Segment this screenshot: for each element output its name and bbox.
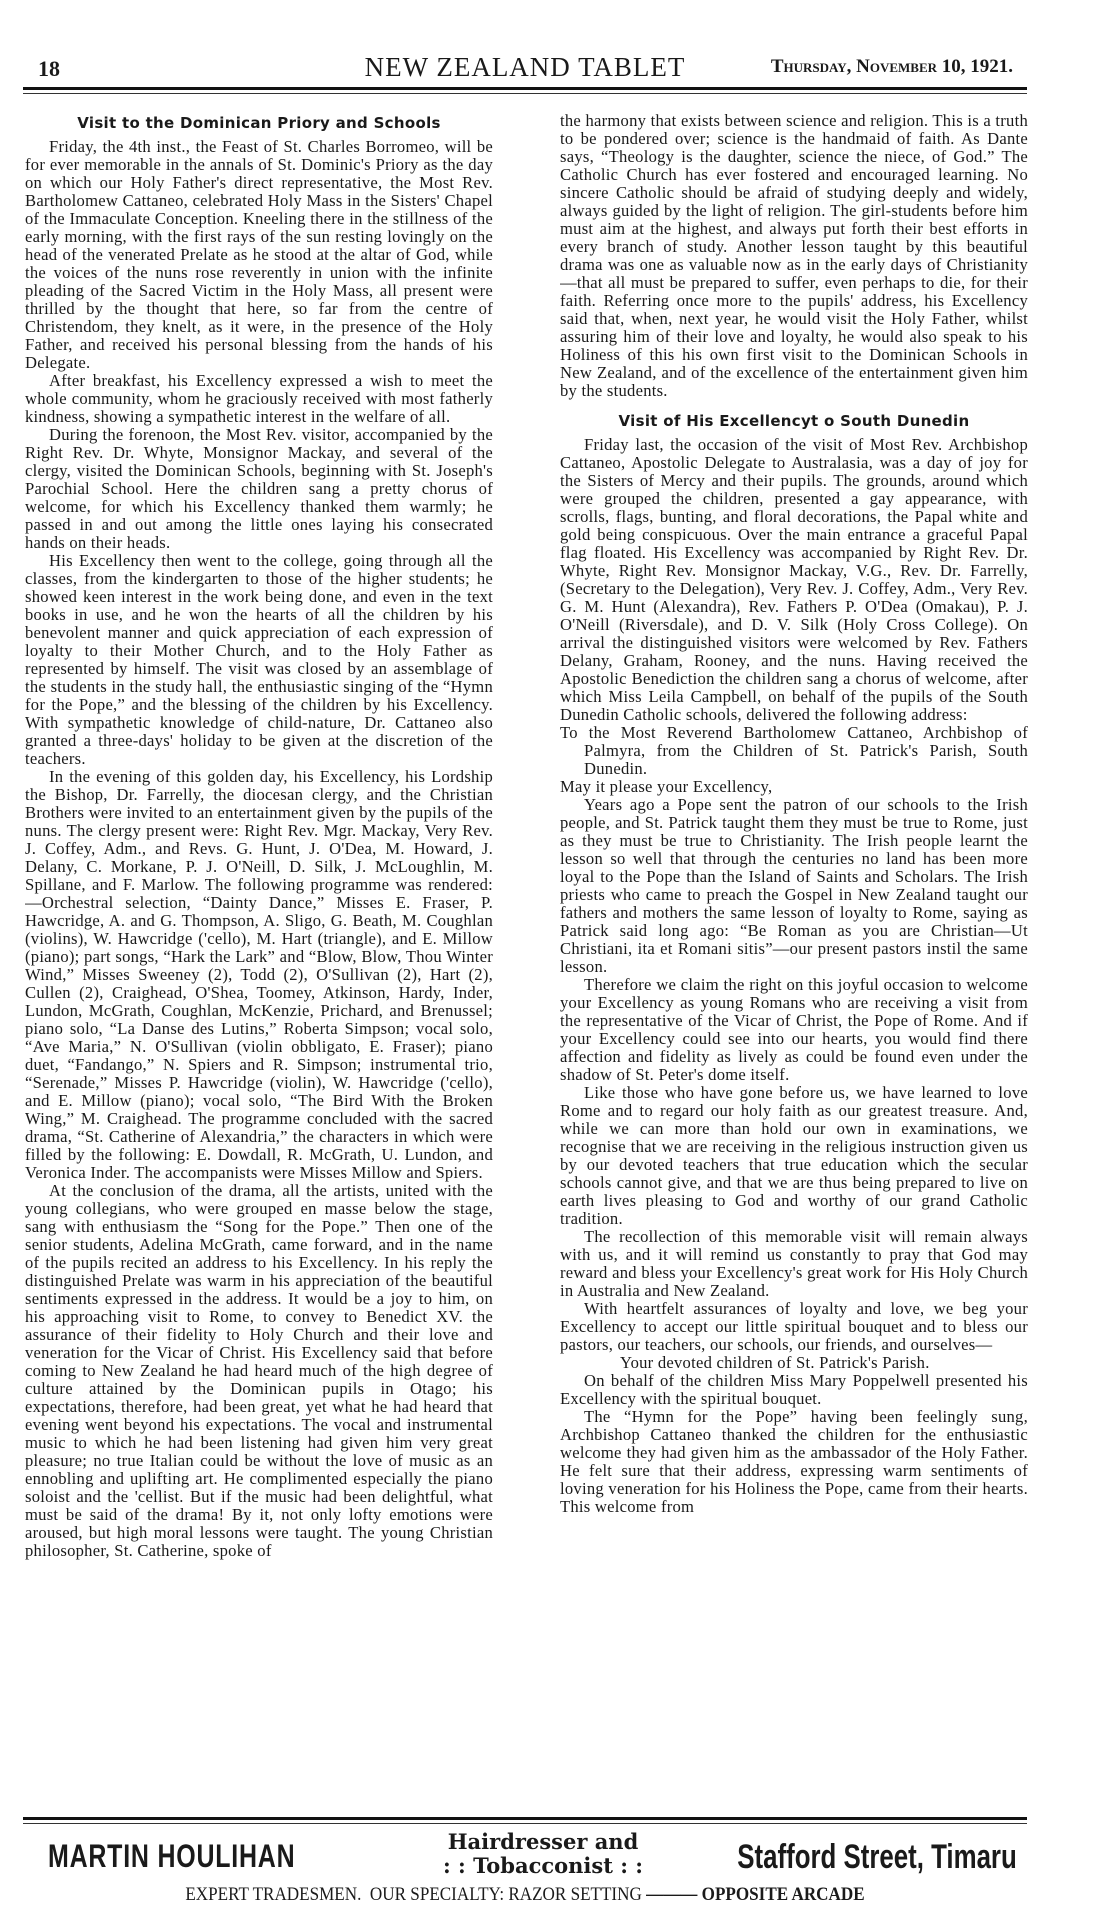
paragraph: Friday last, the occasion of the visit of Most Rev. Archbishop Cattaneo, Apostolic Delegate to Australasia, was a day of joy for the Sisters of Mercy and their pupils. The grounds, around which were grouped the children, presented a gay appearance, with scrolls, flags, bunting, and floral decorations, the Papal white and gold being conspicuous. Over the main entrance a graceful Papal flag floated. His Excellency was accompanied by Right Rev. Dr. Whyte, Right Rev. Monsignor Mackay, V.G., Rev. Dr. Farrelly, (Secretary to the Delegation), Very Rev. J. Coffey, Adm., Very Rev. G. M. Hunt (Alexandra), Rev. Fathers P. O'Dea (Omakau), P. J. O'Neill (Riversdale), and D. V. Silk (Holy Cross College). On arrival the distinguished visitors were welcomed by Rev. Fathers Delany, Graham, Rooney, and the nuns. Having received the Apostolic Benediction the children sang a chorus of welcome, after which Miss Leila Campbell, on behalf of the pupils of the South Dunedin Catholic schools, delivered the following address: bbox=[560, 435, 1028, 724]
paragraph: His Excellency then went to the college, going through all the classes, from the kindergarten to those of the higher students; he showed keen interest in the work being done, and even in the text books in use, and he won the hearts of all the children by his benevolent manner and quick appreciation of each expression of loyalty to their Mother Church, and to the Holy Father as represented by himself. The visit was closed by an assemblage of the students in the study hall, the enthusiastic singing of the “Hymn for the Pope,” and the blessing of the children by his Excellency. With sympathetic knowledge of child-nature, Dr. Cattaneo also granted a three-days' holiday to be given at the discretion of the teachers. bbox=[25, 551, 493, 768]
paragraph: On behalf of the children Miss Mary Poppelwell presented his Excellency with the spiritual bouquet. bbox=[560, 1371, 1028, 1408]
paragraph: Therefore we claim the right on this joyful occasion to welcome your Excellency as young Romans who are receiving a visit from the representative of the Vicar of Christ, the Pope of Rome. And if your Excellency could see into our hearts, you would find there affection and fidelity as lively as could be found even under the shadow of St. Peter's dome itself. bbox=[560, 975, 1028, 1084]
advertiser-trade bbox=[383, 1830, 703, 1878]
advertiser-address: Stafford Street, Timaru bbox=[737, 1838, 1017, 1876]
ad-tagline bbox=[73, 1884, 977, 1906]
header-rule-thin bbox=[23, 93, 1027, 94]
column-right bbox=[560, 112, 1028, 1808]
paragraph: In the evening of this golden day, his Excellency, his Lordship the Bishop, Dr. Farrelly, the diocesan clergy, and the Christian Brothers were invited to an entertainment given by the pupils of the nuns. The clergy present were: Right Rev. Mgr. Mackay, Very Rev. J. Coffey, Adm., and Revs. G. Hunt, J. O'Dea, M. Howard, J. Delany, C. Morkane, P. J. O'Neill, D. Silk, J. McLoughlin, M. Spillane, and F. Marlow. The following programme was rendered:—Orchestral selection, “Dainty Dance,” Misses E. Fraser, P. Hawcridge, A. and G. Thompson, A. Sligo, G. Beath, M. Coughlan (violins), W. Hawcridge ('cello), M. Hart (triangle), and E. Millow (piano); part songs, “Hark the Lark” and “Blow, Blow, Thou Winter Wind,” Misses Sweeney (2), Todd (2), O'Sullivan (2), Hart (2), Cullen (2), Craighead, O'Shea, Toomey, Atkinson, Hardy, Inder, Lundon, McGrath, Coughlan, McKenzie, Prichard, and Brenussel; piano solo, “La Danse des Lutins,” Roberta Simpson; vocal solo, “Ave Maria,” N. O'Sullivan (violin obbligato, E. Fraser); piano duet, “Fandango,” N. Spiers and R. Simpson; instrumental trio, “Serenade,” Misses P. Hawcridge (violin), W. Hawcridge ('cello), and E. Millow (piano); vocal solo, “The Bird With the Broken Wing,” M. Craighead. The programme concluded with the sacred drama, “St. Catherine of Alexandria,” the characters in which were filled by the following: E. Dowdall, R. McGrath, U. Lundon, and Veronica Inder. The accompanists were Misses Millow and Spiers. bbox=[25, 767, 493, 1182]
signature: Your devoted children of St. Patrick's Parish. bbox=[620, 1353, 930, 1372]
page-header bbox=[23, 50, 1027, 80]
advertisement bbox=[23, 1826, 1027, 1916]
paragraph: With heartfelt assurances of loyalty and love, we beg your Excellency to accept our little spiritual bouquet and to bless our pastors, our teachers, our schools, our friends, and ourselves— bbox=[560, 1299, 1028, 1354]
paragraph: The “Hymn for the Pope” having been feelingly sung, Archbishop Cattaneo thanked the children for the enthusiastic welcome they had given him as the ambassador of the Holy Father. He felt sure that their address, expressing warm sentiments of loving veneration for his Holiness the Pope, came from their hearts. This welcome from bbox=[560, 1407, 1028, 1516]
tagline-right: OPPOSITE ARCADE bbox=[701, 1884, 865, 1905]
address-recipient: To the Most Reverend Bartholomew Cattaneo, Archbishop of Palmyra, from the Children of St. Patrick's Parish, South Dunedin. bbox=[560, 723, 1028, 778]
paragraph: After breakfast, his Excellency expressed a wish to meet the whole community, whom he graciously received with most fatherly kindness, showing a sympathetic interest in the welfare of all. bbox=[25, 371, 493, 426]
footer-rule bbox=[23, 1817, 1027, 1820]
article-heading: Visit of His Excellencyt o South Dunedin bbox=[618, 412, 970, 430]
paragraph: The recollection of this memorable visit will remain always with us, and it will remind us constantly to pray that God may reward and bless your Excellency's great work for His Holy Church in Australia and New Zealand. bbox=[560, 1227, 1028, 1300]
footer-rule-thin bbox=[23, 1823, 1027, 1824]
page-number: 18 bbox=[38, 56, 60, 81]
column-left bbox=[25, 112, 493, 1808]
paragraph-continued: the harmony that exists between science and religion. This is a truth to be pondered over; science is the handmaid of faith. As Dante says, “Theology is the daughter, science the niece, of God.” The Catholic Church has ever fostered and encouraged learning. No sincere Catholic should be afraid of studying deeply and widely, always guided by the light of religion. The girl-students before him must aim at the highest, and always put forth their best efforts in every branch of study. Another lesson taught by this beautiful drama was one as valuable now as in the early days of Christianity—that all must be prepared to suffer, even perhaps to die, for their faith. Referring once more to the pupils' address, his Excellency said that, when, next year, he would visit the Holy Father, whilst assuring him of their love and loyalty, he would also speak to his Holiness of this his own first visit to the Dominican Schools in New Zealand, and of the excellence of the entertainment given him by the students. bbox=[560, 112, 1028, 400]
trade-line-2: : : Tobacconist : : bbox=[442, 1853, 644, 1878]
tagline-mid: OUR SPECIALTY: RAZOR SETTING bbox=[369, 1884, 642, 1905]
header-rule bbox=[23, 87, 1027, 90]
paragraph: Years ago a Pope sent the patron of our schools to the Irish people, and St. Patrick taught them they must be true to Rome, just as they must be true to Christianity. The Irish people learnt the lesson so well that through the centuries no land has been more loyal to the Pope than the Island of Saints and Scholars. The Irish priests who came to preach the Gospel in New Zealand taught our fathers and mothers the same lesson of loyalty to Rome, saying as Patrick said long ago: “Be Roman as you are Christian—Ut Christiani, ita et Romani sitis”—our present pastors instil the same lesson. bbox=[560, 795, 1028, 976]
tagline-left: EXPERT TRADESMEN. bbox=[185, 1884, 362, 1905]
tagline-dash: ——— bbox=[646, 1884, 698, 1905]
newspaper-title: NEW ZEALAND TABLET bbox=[364, 52, 686, 82]
issue-date: Thursday, November 10, 1921. bbox=[770, 56, 1013, 77]
salutation: May it please your Excellency, bbox=[560, 777, 773, 796]
advertiser-name: MARTIN HOULIHAN bbox=[48, 1838, 296, 1874]
trade-line-1: Hairdresser and bbox=[447, 1829, 639, 1854]
paragraph: Like those who have gone before us, we have learned to love Rome and to regard our holy faith as our greatest treasure. And, while we can more than hold our own in examinations, we recognise that we are receiving in the religious instruction given us by our devoted teachers that true education which the secular schools cannot give, and that we are thus being prepared to live on earth lives pleasing to God and worthy of our grand Catholic tradition. bbox=[560, 1083, 1028, 1228]
paragraph: Friday, the 4th inst., the Feast of St. Charles Borromeo, will be for ever memorable in the annals of St. Dominic's Priory as the day on which our Holy Father's direct representative, the Most Rev. Bartholomew Cattaneo, celebrated Holy Mass in the Sisters' Chapel of the Immaculate Conception. Kneeling there in the stillness of the early morning, with the first rays of the sun resting lovingly on the head of the venerated Prelate as he stood at the altar of God, while the voices of the nuns rose reverently in union with the infinite pleading of the Sacred Victim in the Holy Mass, all present were thrilled by the thought that here, so far from the centre of Christendom, they knelt, as it were, in the presence of the Holy Father, and received his personal blessing from the hands of his Delegate. bbox=[25, 137, 493, 372]
paragraph: During the forenoon, the Most Rev. visitor, accompanied by the Right Rev. Dr. Whyte, Monsignor Mackay, and several of the clergy, visited the Dominican Schools, beginning with St. Joseph's Parochial School. Here the children sang a pretty chorus of welcome, for which his Excellency thanked them warmly; he passed in and out among the little ones laying his consecrated hands on their heads. bbox=[25, 425, 493, 552]
article-heading: Visit to the Dominican Priory and Schools bbox=[77, 114, 441, 132]
paragraph: At the conclusion of the drama, all the artists, united with the young collegians, who were grouped en masse below the stage, sang with enthusiasm the “Song for the Pope.” Then one of the senior students, Adelina McGrath, came forward, and in the name of the pupils recited an address to his Excellency. In his reply the distinguished Prelate was warm in his appreciation of the beautiful sentiments expressed in the address. It would be a joy to him, on his approaching visit to Rome, to convey to Benedict XV. the assurance of their fidelity to Holy Church and their love and veneration for the Vicar of Christ. His Excellency said that before coming to New Zealand he had heard much of the high degree of culture attained by the Dominican pupils in Otago; his expectations, therefore, had been great, yet what he had heard that evening went beyond his expectations. The vocal and instrumental music to which he had been listening had given him very great pleasure; no true Italian could be without the love of music as an ennobling and uplifting art. He complimented especially the piano soloist and the 'cellist. But if the music had been delightful, what must be said of the drama! By it, not only lofty emotions were aroused, but high moral lessons were taught. The young Christian philosopher, St. Catherine, spoke of bbox=[25, 1181, 493, 1560]
